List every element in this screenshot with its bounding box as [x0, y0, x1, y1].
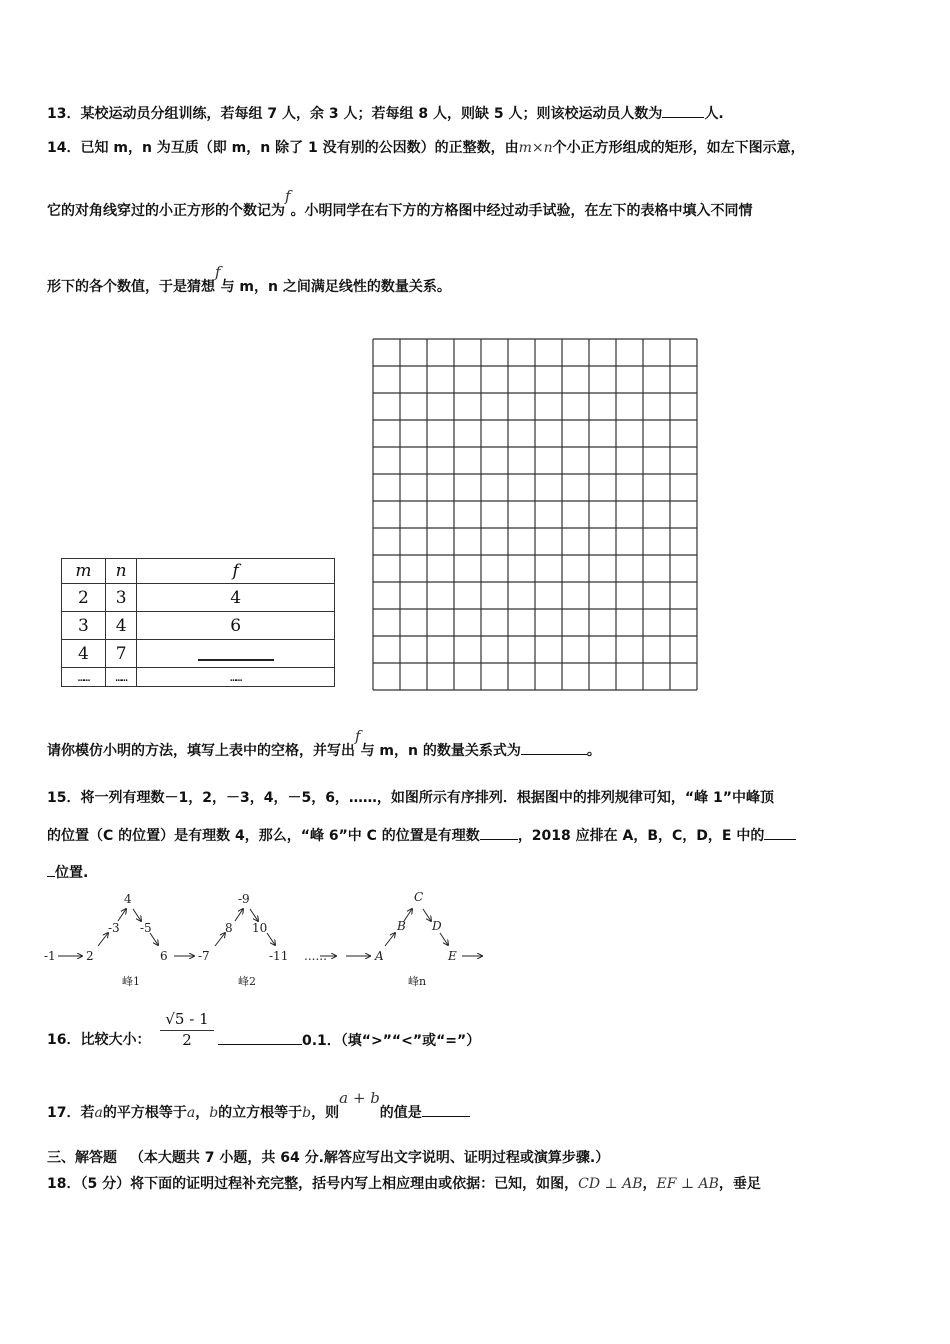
peak-2-label: 峰2 [238, 975, 256, 988]
mnf-table [61, 558, 335, 687]
table-row: …… …… …… [62, 668, 335, 687]
svg-text:4: 4 [124, 892, 132, 906]
svg-text:2: 2 [86, 949, 94, 963]
q17-answer-blank[interactable] [422, 1102, 470, 1117]
svg-text:-11: -11 [269, 949, 289, 963]
table-header-row [62, 559, 335, 584]
q14-line3: 形下的各个数值，于是猜想f与 m，n 之间满足线性的数量关系。 [47, 263, 451, 295]
arrow [440, 933, 448, 945]
q14-line1: 14．已知 m，n 为互质（即 m，n 除了 1 没有别的公因数）的正整数，由m×n个小正方形组成的矩形，如左下图示意， [47, 140, 805, 156]
svg-text:E: E [448, 949, 457, 963]
q16-rest: 0.1．（填“>”“<”或“=”） [218, 1030, 480, 1051]
header-n: n [105, 559, 136, 584]
square-grid [372, 338, 704, 700]
q15-line1: 15．将一列有理数－1，2，－3，4，－5，6，……，如图所示有序排列．根据图中的排列规律可知，“峰 1”中峰顶 [47, 790, 774, 806]
svg-text:......: ...... [304, 949, 327, 963]
q14-answer-blank[interactable] [521, 740, 587, 755]
svg-text:8: 8 [225, 921, 233, 935]
arrow [98, 933, 108, 946]
q16-prefix: 16．比较大小： [47, 1032, 151, 1048]
q13-text: 13．某校运动员分组训练，若每组 7 人，余 3 人；若每组 8 人，则缺 5 人；则该校运动员人数为 人. [47, 103, 724, 124]
svg-text:-5: -5 [140, 921, 152, 935]
svg-text:C: C [414, 890, 424, 904]
arrow [118, 909, 126, 921]
peak-figure [40, 885, 500, 995]
arrow [215, 933, 225, 946]
start-value: -1 [44, 949, 56, 963]
arrow [250, 909, 258, 921]
svg-text:6: 6 [160, 949, 168, 963]
q13-answer-blank[interactable] [662, 103, 704, 118]
q17-text: 17．若a的平方根等于a，b的立方根等于b，则a + b的值是 [47, 1102, 470, 1123]
arrow [133, 909, 141, 921]
q14-line2: 它的对角线穿过的小正方形的个数记为f。小明同学在右下方的方格图中经过动手试验，在左下的表格中填入不同情 [47, 187, 753, 219]
header-f: f [137, 559, 335, 584]
table-row: 3 4 6 [62, 612, 335, 640]
section-3-heading: 三、解答题 （本大题共 7 小题，共 64 分.解答应写出文字说明、证明过程或演算步骤.） [47, 1150, 610, 1166]
q14-line4: 请你模仿小明的方法，填写上表中的空格，并写出f与 m，n 的数量关系式为 。 [47, 727, 601, 759]
q15-line3: 位置. [47, 862, 88, 883]
arrow [423, 909, 431, 921]
q15-line2: 的位置（C 的位置）是有理数 4，那么，“峰 6”中 C 的位置是有理数 ，2018 应排在 A，B，C，D，E 中的 [47, 825, 796, 846]
arrow [385, 933, 395, 946]
svg-text:-3: -3 [108, 921, 120, 935]
svg-text:B: B [397, 919, 406, 933]
svg-text:-7: -7 [198, 949, 210, 963]
peak-1-label: 峰1 [122, 975, 140, 988]
sqrt5-fraction: $\frac{√5 - 1}{2}$ [160, 1010, 214, 1049]
header-m: m [62, 559, 106, 584]
svg-text:10: 10 [252, 921, 268, 935]
table-row: 4 7 [62, 640, 335, 668]
table-row: 2 3 4 [62, 584, 335, 612]
arrow [235, 909, 243, 921]
arrow [267, 933, 275, 945]
svg-text:-9: -9 [238, 892, 250, 906]
svg-text:D: D [432, 919, 442, 933]
q15-blank-2[interactable] [764, 825, 796, 840]
q15-blank-1[interactable] [480, 825, 518, 840]
q16-answer-blank[interactable] [218, 1030, 302, 1045]
svg-text:A: A [375, 949, 384, 963]
q18-text: 18．（5 分）将下面的证明过程补充完整，括号内写上相应理由或依据：已知，如图，CD ⊥ AB，EF ⊥ AB，垂足 [47, 1176, 761, 1192]
peak-n-label: 峰n [408, 975, 427, 988]
table-blank-cell[interactable] [137, 640, 335, 668]
